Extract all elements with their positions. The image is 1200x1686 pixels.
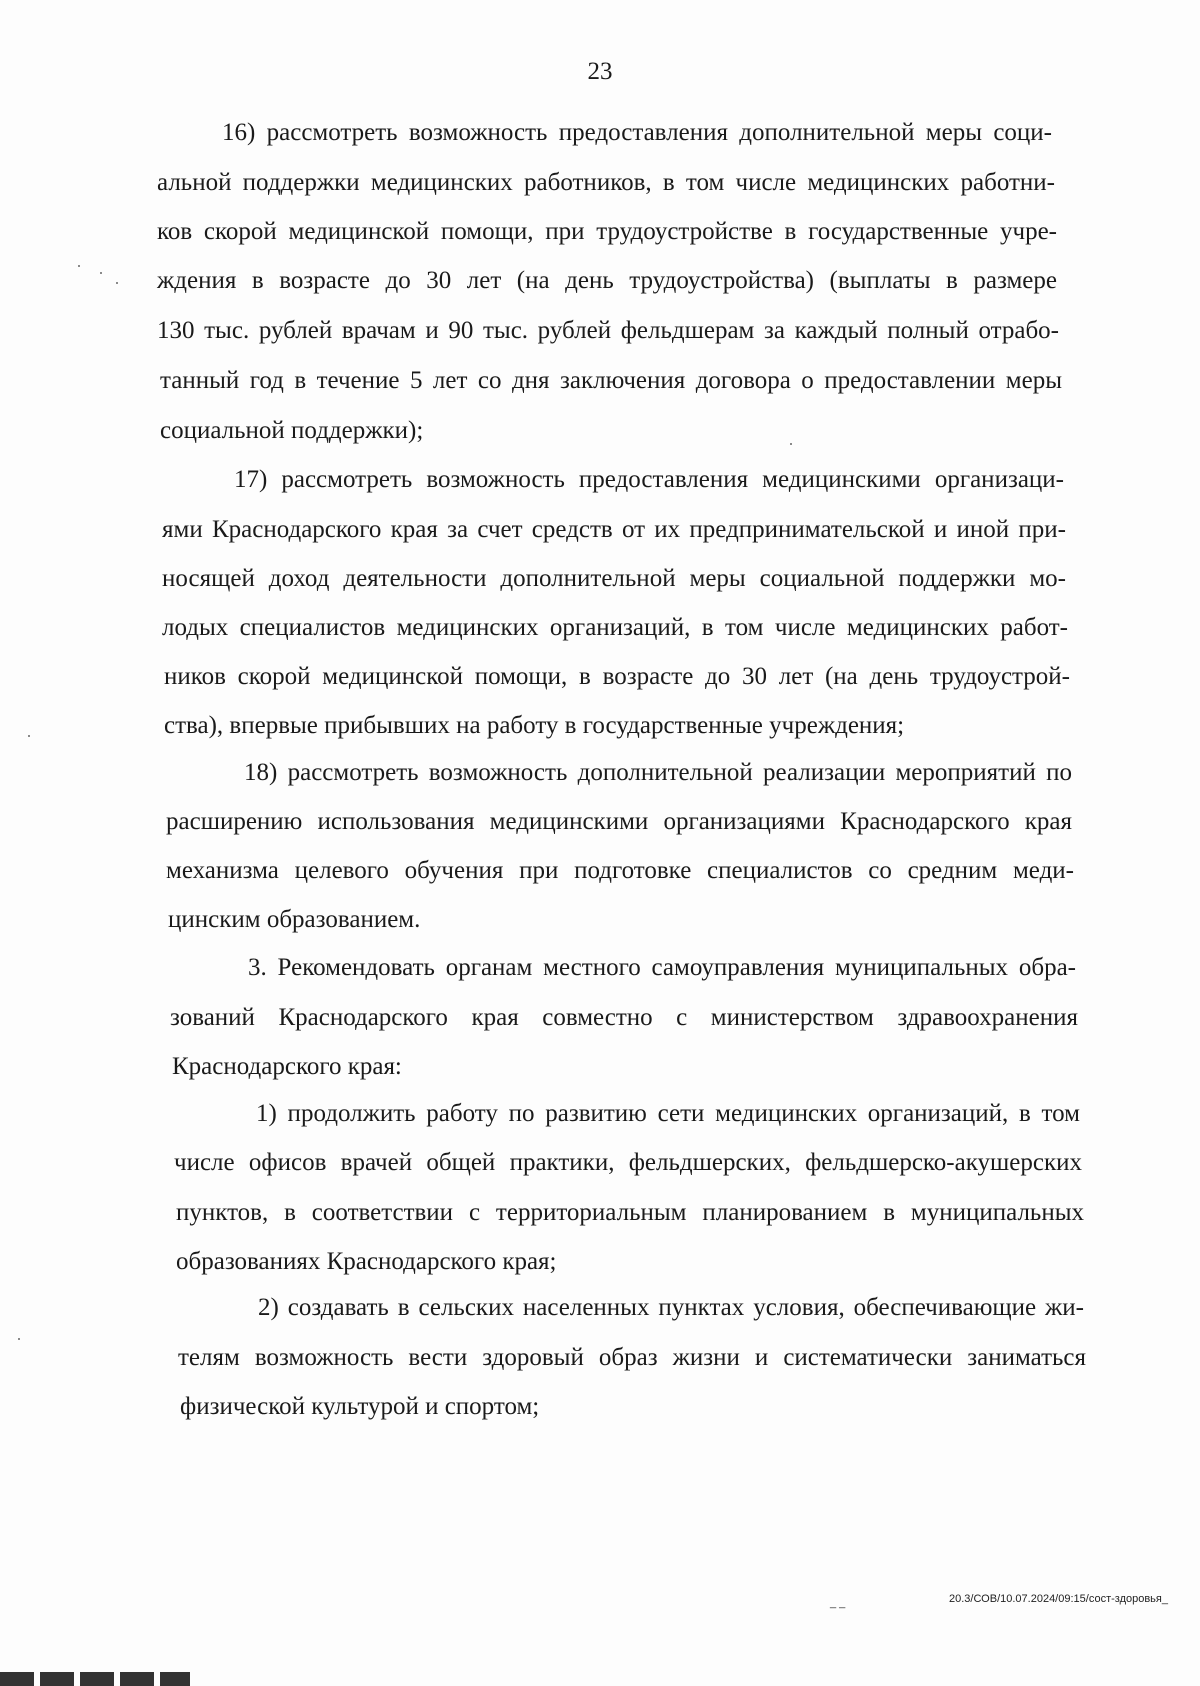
text-line: 16) рассмотреть возможность предоставления дополнительной меры соци- [222,119,1052,146]
text-line: альной поддержки медицинских работников, в том числе медицинских работни- [157,169,1055,196]
text-line: социальной поддержки); [160,417,424,444]
text-line: 3. Рекомендовать органам местного самоуправления муниципальных обра- [248,954,1076,981]
text-line: телям возможность вести здоровый образ жизни и систематически заниматься [178,1344,1086,1371]
text-line: зований Краснодарского края совместно с министерством здравоохранения [170,1004,1078,1031]
scan-speck [18,1338,20,1340]
text-line: ников скорой медицинской помощи, в возрасте до 30 лет (на день трудоустрой- [164,663,1070,690]
text-line: 2) создавать в сельских населенных пунктах условия, обеспечивающие жи- [258,1294,1084,1321]
text-line: образованиях Краснодарского края; [176,1248,557,1275]
text-line: носящей доход деятельности дополнительной меры социальной поддержки мо- [162,565,1066,592]
text-line: лодых специалистов медицинских организаций, в том числе медицинских работ- [162,614,1068,641]
footer-document-code: 20.3/СОВ/10.07.2024/09:15/сост-здоровья_ [949,1593,1168,1605]
text-line: танный год в течение 5 лет со дня заключения договора о предоставлении меры [160,367,1062,394]
scan-speck [116,282,118,284]
text-line: ждения в возрасте до 30 лет (на день трудоустройства) (выплаты в размере [157,267,1057,294]
text-line: пунктов, в соответствии с территориальным планированием в муниципальных [176,1199,1084,1226]
text-line: 17) рассмотреть возможность предоставления медицинскими организаци- [234,466,1064,493]
text-line: Краснодарского края: [172,1053,402,1080]
text-line: 1) продолжить работу по развитию сети медицинских организаций, в том [256,1100,1080,1127]
text-line: механизма целевого обучения при подготовке специалистов со средним меди- [166,857,1074,884]
text-line: 18) рассмотреть возможность дополнительной реализации мероприятий по [244,759,1072,786]
text-line: ства), впервые прибывших на работу в государственные учреждения; [164,712,905,739]
text-line: 130 тыс. рублей врачам и 90 тыс. рублей фельдшерам за каждый полный отрабо- [157,317,1059,344]
scan-edge-bar [0,1672,190,1686]
text-line: ями Краснодарского края за счет средств от их предпринимательской и иной при- [162,516,1066,543]
footer-dashes: _ _ [830,1597,846,1609]
scan-speck [790,443,792,445]
scan-speck [78,265,80,267]
text-line: числе офисов врачей общей практики, фельдшерских, фельдшерско-акушерских [174,1149,1082,1176]
text-line: ков скорой медицинской помощи, при трудоустройстве в государственные учре- [157,218,1057,245]
scan-speck [100,272,102,274]
text-line: расширению использования медицинскими организациями Краснодарского края [166,808,1072,835]
text-line: цинским образованием. [168,906,421,933]
page-number: 23 [587,58,613,85]
scan-speck [28,735,30,737]
text-line: физической культурой и спортом; [180,1393,540,1420]
